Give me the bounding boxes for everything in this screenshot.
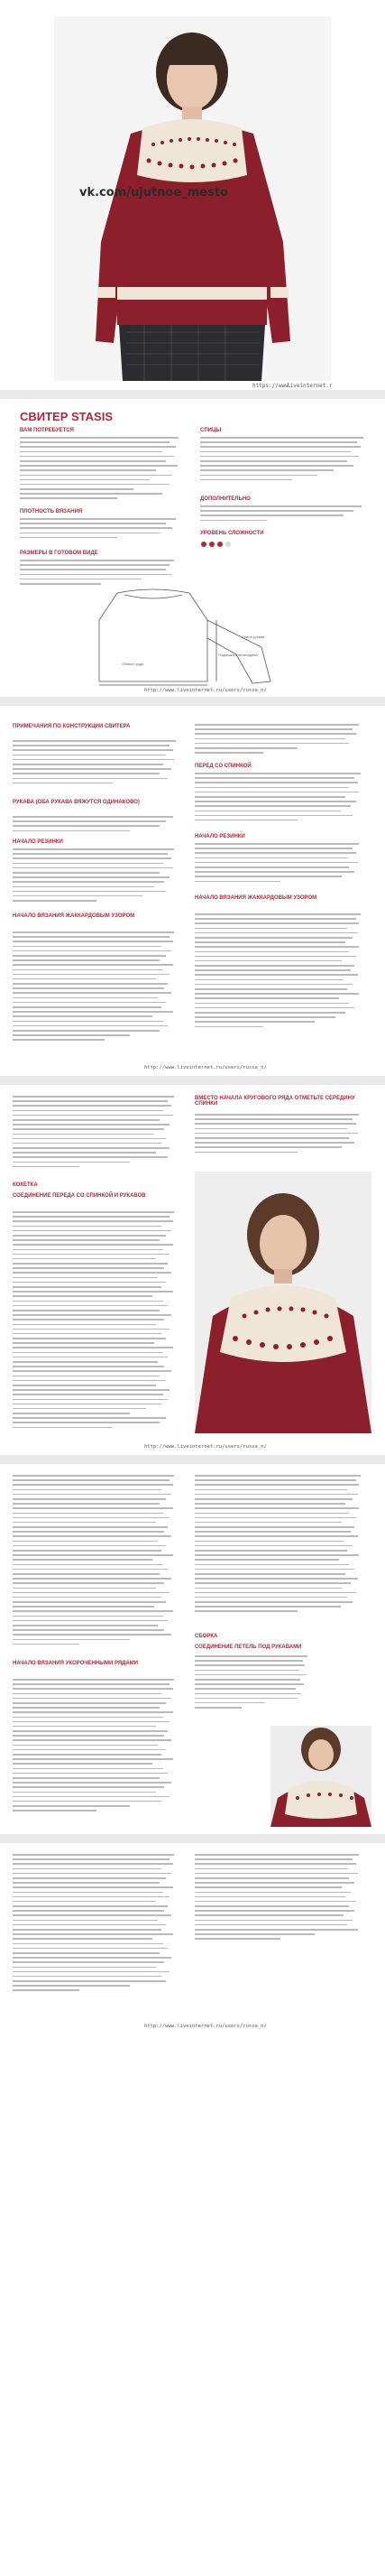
extra-heading: ДОПОЛНИТЕЛЬНО [200,496,251,502]
url-watermark-p3: http://www.liveinternet.ru/users/russa_n/ [144,1065,267,1070]
sleeve-label: Длина рукава [242,635,265,639]
underarm-join-heading: СОЕДИНЕНИЕ ПЕТЕЛЬ ПОД РУКАВАМИ [195,1645,302,1650]
level-heading: УРОВЕНЬ СЛОЖНОСТИ [200,531,264,536]
short-rows-heading: НАЧАЛО ВЯЗАНИЯ УКОРОЧЕННЫМИ РЯДАМИ [13,1661,139,1666]
short-rows-page [0,1464,385,1834]
join-heading: СОЕДИНЕНИЕ ПЕРЕДА СО СПИНКОЙ И РУКАВОВ [13,1193,146,1199]
ribbing2-heading: НАЧАЛО РЕЗИНКИ [195,834,245,839]
site-watermark-prefix: https://www. [252,383,292,389]
left-col-text-top [13,1096,179,1177]
chest-label: Обхват груди [122,662,144,666]
ribbing-text [13,848,179,912]
page-separator [0,1834,385,1843]
short-rows-text [13,1679,179,1823]
jacquard-text [13,931,179,1058]
assembly-heading: СБОРКА [195,1634,218,1639]
ribbing2-text [195,843,366,892]
jacquard2-text [195,913,366,1049]
front-back-text [195,773,366,830]
hero-page [0,0,385,390]
yoke-heading: КОКЕТКА [13,1182,38,1188]
continued-page [0,1843,385,2576]
yoke-photo [195,1172,371,1433]
sizes-heading: РАЗМЕРЫ В ГОТОВОМ ВИДЕ [20,551,98,556]
jacquard2-heading: НАЧАЛО ВЯЗАНИЯ ЖАККАРДОВЫМ УЗОРОМ [195,895,317,901]
yoke-page [0,1085,385,1455]
continued-right-text [195,1854,366,1962]
ribbing-heading: НАЧАЛО РЕЗИНКИ [13,839,63,845]
pattern-title: СВИТЕР STASIS [20,410,114,423]
front-back-heading: ПЕРЕД СО СПИНКОЙ [195,764,252,769]
page-separator [0,697,385,706]
mark-back-text [195,1114,366,1163]
right-col-text-a [195,1475,366,1628]
gauge-heading: ПЛОТНОСТЬ ВЯЗАНИЯ [20,509,83,514]
instructions-page [0,706,385,1076]
vk-watermark: vk.com/ujutnoe_mesto [79,186,228,199]
page-separator [0,390,385,399]
underarm-label: Подмышечная впадина [218,653,258,657]
continued-left-text [13,1854,179,2007]
right-col-text-top [195,724,366,760]
url-watermark-p4: http://www.liveinternet.ru/users/russa_n/ [144,1444,267,1450]
needles-heading: СПИЦЫ [200,428,222,433]
sweater-schematic [72,584,352,690]
page-separator [0,1076,385,1085]
sleeves-text [13,816,179,836]
page-separator [0,1455,385,1464]
url-watermark-p2: http://www.liveinternet.ru/users/russa_n/ [144,688,267,693]
extra-text [200,505,367,525]
underarm-join-text [195,1655,312,1719]
construction-notes-text [13,740,179,796]
site-watermark-tail: liveinternet.r [287,383,333,389]
sleeves-heading: РУКАВА (ОБА РУКАВА ВЯЖУТСЯ ОДИНАКОВО) [13,800,140,805]
left-col-text-a [13,1475,179,1655]
construction-notes-heading: ПРИМЕЧАНИЯ ПО КОНСТРУКЦИИ СВИТЕРА [13,724,131,729]
intro-page [0,399,385,697]
detail-photo [270,1726,371,1827]
mark-back-heading: ВМЕСТО НАЧАЛА КРУГОВОГО РЯДА ОТМЕТЬТЕ СЕРЕДИНУ СПИНКИ [195,1096,355,1107]
needles-text [200,437,367,491]
difficulty-level-icon [200,540,236,549]
url-watermark-p6: http://www.liveinternet.ru/users/russa_n/ [144,2024,267,2029]
gauge-text [20,518,182,545]
jacquard-heading: НАЧАЛО ВЯЗАНИЯ ЖАККАРДОВЫМ УЗОРОМ [13,913,135,919]
join-text [13,1211,179,1437]
needs-heading: ВАМ ПОТРЕБУЕТСЯ [20,428,74,433]
needs-text [20,437,182,504]
